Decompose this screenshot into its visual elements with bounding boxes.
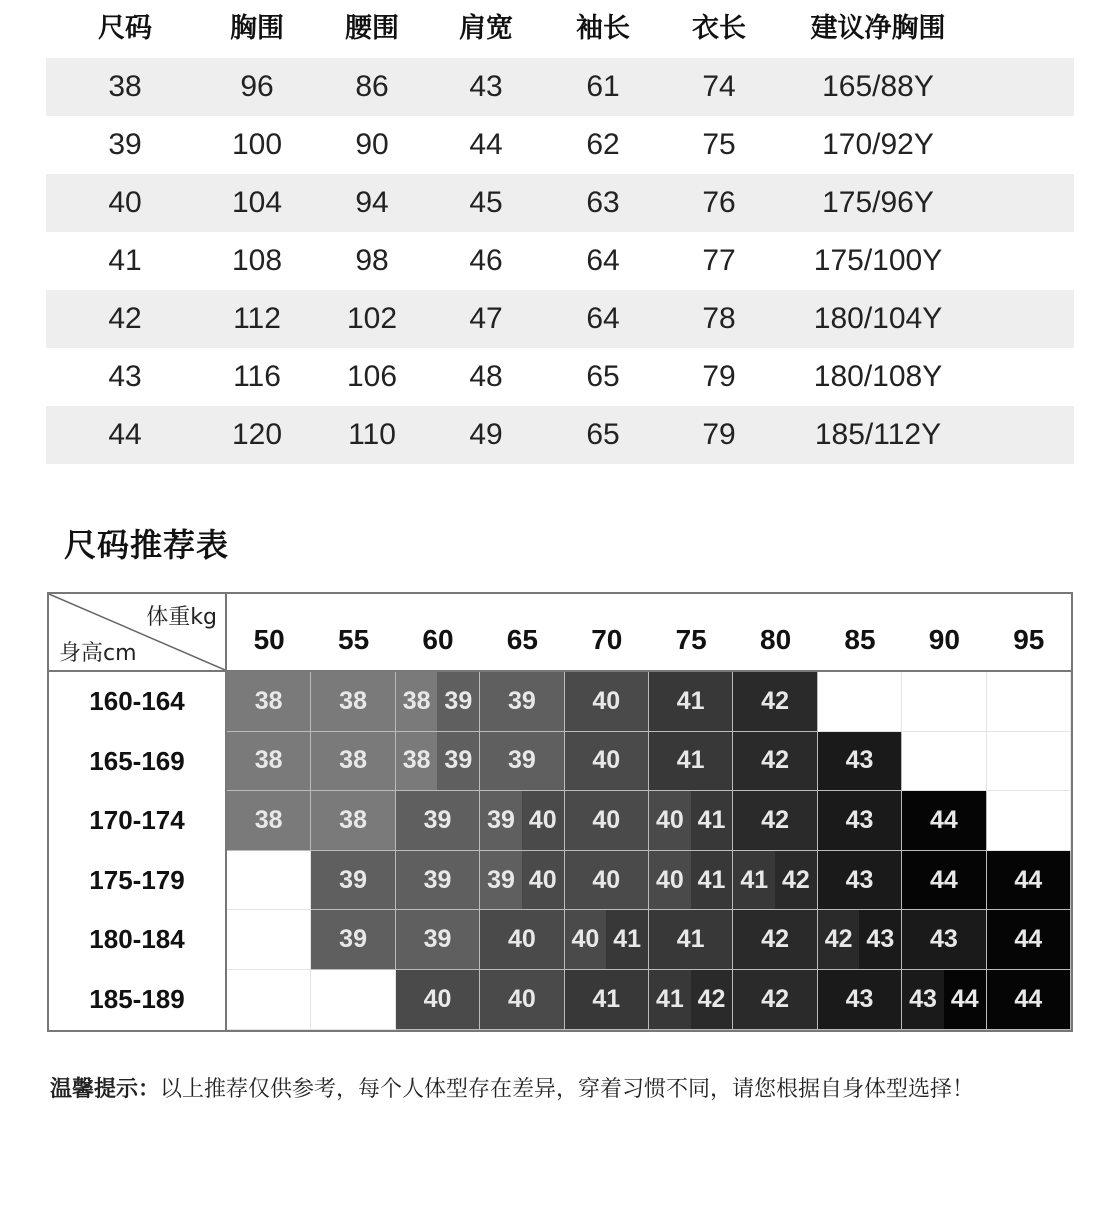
recommended-size: 39 bbox=[423, 805, 452, 834]
recommended-size: 40 bbox=[522, 791, 564, 850]
recommended-size: 44 bbox=[929, 865, 958, 894]
grid-cell bbox=[733, 970, 817, 1030]
grid-cell bbox=[311, 970, 395, 1030]
grid-cell bbox=[649, 791, 733, 851]
grid-cell bbox=[311, 672, 395, 732]
grid-cell bbox=[565, 970, 649, 1030]
table-cell: 78 bbox=[702, 302, 736, 335]
recommended-size: 39 bbox=[437, 732, 479, 791]
height-header: 170-174 bbox=[89, 805, 185, 836]
grid-cell bbox=[311, 910, 395, 970]
recommended-size: 39 bbox=[437, 672, 479, 731]
grid-cell bbox=[818, 851, 902, 911]
recommended-size: 44 bbox=[1014, 984, 1043, 1013]
recommended-size: 40 bbox=[649, 791, 691, 850]
table-cell: 100 bbox=[231, 128, 283, 161]
corner-weight-label: 体重kg bbox=[146, 605, 217, 630]
recommendation-grid bbox=[47, 592, 1073, 1032]
grid-cell bbox=[565, 672, 649, 732]
recommended-size: 39 bbox=[423, 925, 452, 954]
header-length: 衣长 bbox=[692, 13, 746, 44]
grid-cell bbox=[902, 791, 986, 851]
grid-cell bbox=[733, 732, 817, 792]
recommended-size: 40 bbox=[522, 851, 564, 910]
recommended-size: 42 bbox=[761, 686, 789, 715]
grid-cell bbox=[227, 851, 311, 911]
header-size: 尺码 bbox=[98, 13, 152, 44]
table-row bbox=[46, 174, 1074, 232]
table-cell: 120 bbox=[231, 418, 283, 451]
corner-height-label: 身高cm bbox=[59, 641, 137, 666]
table-cell: 48 bbox=[469, 360, 503, 393]
recommended-size: 39 bbox=[339, 865, 367, 894]
grid-cell bbox=[733, 851, 817, 911]
recommended-size: 42 bbox=[761, 805, 789, 834]
grid-cell bbox=[227, 791, 311, 851]
grid-cell bbox=[649, 672, 733, 732]
recommended-size: 39 bbox=[480, 791, 522, 850]
recommended-size: 38 bbox=[254, 746, 283, 775]
size-table bbox=[46, 0, 1074, 464]
grid-cell bbox=[649, 732, 733, 792]
recommended-size: 44 bbox=[1014, 925, 1043, 954]
grid-cell bbox=[987, 851, 1071, 911]
table-cell: 41 bbox=[108, 244, 142, 277]
recommended-size: 40 bbox=[592, 686, 621, 715]
table-cell: 39 bbox=[108, 128, 142, 161]
table-row bbox=[46, 406, 1074, 464]
table-cell: 116 bbox=[233, 360, 281, 393]
reminder-note bbox=[50, 1072, 974, 1103]
table-cell: 40 bbox=[108, 186, 142, 219]
reminder-text: 以上推荐仅供参考，每个人体型存在差异，穿着习惯不同，请您根据自身体型选择！ bbox=[160, 1077, 975, 1102]
table-cell: 76 bbox=[702, 186, 736, 219]
grid-cell bbox=[227, 672, 311, 732]
grid-cell bbox=[227, 970, 311, 1030]
grid-cell bbox=[396, 851, 480, 911]
weight-header: 95 bbox=[1013, 624, 1045, 655]
table-cell: 45 bbox=[469, 186, 503, 219]
table-cell: 102 bbox=[346, 302, 398, 335]
table-row bbox=[46, 232, 1074, 290]
table-cell: 64 bbox=[586, 244, 620, 277]
recommended-size: 44 bbox=[929, 805, 958, 834]
table-cell: 38 bbox=[108, 70, 142, 103]
table-cell: 112 bbox=[233, 302, 281, 335]
recommended-size: 41 bbox=[691, 851, 733, 910]
grid-corner bbox=[49, 594, 225, 670]
grid-cell bbox=[902, 732, 986, 792]
recommended-size: 40 bbox=[592, 746, 621, 775]
table-row bbox=[46, 116, 1074, 174]
recommended-size: 41 bbox=[606, 910, 648, 969]
weight-header: 65 bbox=[506, 624, 538, 655]
grid-cell bbox=[396, 732, 480, 792]
recommended-size: 42 bbox=[818, 910, 860, 969]
height-header: 185-189 bbox=[89, 984, 185, 1014]
grid-cell bbox=[565, 851, 649, 911]
recommended-size: 43 bbox=[929, 925, 958, 954]
grid-cell bbox=[311, 791, 395, 851]
grid-cell bbox=[818, 732, 902, 792]
grid-cell bbox=[902, 970, 986, 1030]
grid-cell bbox=[480, 851, 564, 911]
recommended-size: 38 bbox=[254, 686, 283, 715]
grid-cell bbox=[987, 970, 1071, 1030]
grid-cell bbox=[396, 672, 480, 732]
table-cell: 175/96Y bbox=[822, 186, 934, 219]
reminder-label: 温馨提示： bbox=[50, 1077, 161, 1102]
grid-cell bbox=[565, 910, 649, 970]
grid-cell bbox=[565, 791, 649, 851]
table-cell: 180/104Y bbox=[813, 302, 943, 335]
recommended-size: 40 bbox=[423, 984, 452, 1013]
grid-cell bbox=[311, 851, 395, 911]
table-cell: 185/112Y bbox=[814, 418, 942, 451]
grid-cell bbox=[818, 791, 902, 851]
recommended-size: 39 bbox=[339, 925, 367, 954]
table-cell: 96 bbox=[240, 70, 274, 103]
table-cell: 90 bbox=[355, 128, 389, 161]
recommended-size: 39 bbox=[480, 851, 522, 910]
recommended-size: 40 bbox=[507, 925, 536, 954]
table-cell: 61 bbox=[586, 70, 620, 103]
header-chest: 胸围 bbox=[230, 13, 284, 44]
table-cell: 47 bbox=[469, 302, 503, 335]
recommended-size: 40 bbox=[592, 865, 621, 894]
table-cell: 44 bbox=[108, 418, 142, 451]
recommended-size: 44 bbox=[1014, 865, 1043, 894]
recommended-size: 41 bbox=[592, 984, 621, 1013]
grid-cell bbox=[733, 791, 817, 851]
grid-cell bbox=[649, 970, 733, 1030]
table-cell: 42 bbox=[108, 302, 142, 335]
grid-cell bbox=[480, 732, 564, 792]
recommendation-title: 尺码推荐表 bbox=[64, 526, 230, 564]
recommended-size: 42 bbox=[775, 851, 817, 910]
weight-header: 55 bbox=[338, 624, 370, 655]
table-cell: 94 bbox=[355, 186, 389, 219]
grid-cell bbox=[396, 970, 480, 1030]
table-cell: 46 bbox=[469, 244, 503, 277]
grid-cell bbox=[480, 672, 564, 732]
grid-cell bbox=[480, 970, 564, 1030]
recommended-size: 39 bbox=[507, 746, 536, 775]
grid-cell bbox=[987, 672, 1071, 732]
recommended-size: 44 bbox=[944, 970, 986, 1029]
recommended-size: 41 bbox=[676, 925, 705, 954]
recommended-size: 39 bbox=[507, 686, 536, 715]
header-recommended-chest: 建议净胸围 bbox=[810, 13, 946, 44]
recommended-size: 43 bbox=[859, 910, 901, 969]
weight-header: 50 bbox=[253, 624, 285, 655]
table-cell: 98 bbox=[355, 244, 389, 277]
table-cell: 106 bbox=[346, 360, 398, 393]
recommended-size: 41 bbox=[676, 746, 705, 775]
recommended-size: 38 bbox=[339, 805, 367, 834]
table-cell: 170/92Y bbox=[822, 128, 934, 161]
table-row bbox=[46, 348, 1074, 406]
recommended-size: 41 bbox=[733, 851, 775, 910]
recommended-size: 38 bbox=[339, 686, 367, 715]
recommended-size: 40 bbox=[649, 851, 691, 910]
grid-cell bbox=[902, 851, 986, 911]
recommended-size: 41 bbox=[691, 791, 733, 850]
recommended-size: 40 bbox=[592, 805, 621, 834]
grid-cell bbox=[480, 791, 564, 851]
recommended-size: 38 bbox=[396, 672, 438, 731]
height-header: 180-184 bbox=[89, 924, 185, 955]
header-sleeve: 袖长 bbox=[576, 13, 630, 44]
grid-cell bbox=[480, 910, 564, 970]
table-cell: 108 bbox=[231, 244, 283, 277]
grid-cell bbox=[649, 851, 733, 911]
table-cell: 43 bbox=[108, 360, 142, 393]
recommended-size: 40 bbox=[507, 984, 536, 1013]
table-cell: 75 bbox=[702, 128, 736, 161]
table-cell: 63 bbox=[586, 186, 620, 219]
grid-cell bbox=[818, 672, 902, 732]
table-cell: 77 bbox=[702, 244, 736, 277]
table-cell: 180/108Y bbox=[813, 360, 943, 393]
grid-cell bbox=[649, 910, 733, 970]
grid-cell bbox=[818, 910, 902, 970]
grid-cell bbox=[733, 910, 817, 970]
table-cell: 65 bbox=[586, 418, 620, 451]
weight-header: 60 bbox=[422, 624, 454, 655]
grid-cell bbox=[227, 732, 311, 792]
table-cell: 44 bbox=[469, 128, 503, 161]
table-cell: 165/88Y bbox=[822, 70, 934, 103]
table-row bbox=[46, 58, 1074, 116]
grid-cell bbox=[818, 970, 902, 1030]
recommended-size: 42 bbox=[761, 984, 789, 1013]
table-cell: 49 bbox=[469, 418, 503, 451]
recommended-size: 39 bbox=[423, 865, 452, 894]
table-cell: 104 bbox=[231, 186, 283, 219]
header-shoulder: 肩宽 bbox=[459, 13, 513, 44]
table-cell: 79 bbox=[702, 418, 736, 451]
table-cell: 175/100Y bbox=[813, 244, 943, 277]
weight-header: 70 bbox=[591, 624, 623, 655]
recommended-size: 41 bbox=[676, 686, 705, 715]
recommended-size: 38 bbox=[254, 805, 283, 834]
size-table-body bbox=[46, 58, 1074, 464]
table-cell: 62 bbox=[586, 128, 620, 161]
recommended-size: 42 bbox=[761, 746, 789, 775]
recommended-size: 42 bbox=[691, 970, 733, 1029]
table-row bbox=[46, 290, 1074, 348]
recommended-size: 43 bbox=[845, 984, 874, 1013]
grid-cell bbox=[902, 672, 986, 732]
recommended-size: 43 bbox=[845, 865, 874, 894]
table-cell: 65 bbox=[586, 360, 620, 393]
weight-header: 75 bbox=[675, 624, 707, 655]
recommended-size: 43 bbox=[902, 970, 944, 1029]
height-header: 165-169 bbox=[89, 745, 185, 776]
table-cell: 64 bbox=[586, 302, 620, 335]
recommended-size: 40 bbox=[565, 910, 607, 969]
grid-cell bbox=[396, 791, 480, 851]
recommended-size: 43 bbox=[845, 746, 874, 775]
grid-cell bbox=[396, 910, 480, 970]
grid-cell bbox=[987, 791, 1071, 851]
recommended-size: 38 bbox=[396, 732, 438, 791]
table-cell: 110 bbox=[348, 418, 396, 451]
recommended-size: 43 bbox=[845, 805, 874, 834]
grid-cell bbox=[987, 910, 1071, 970]
grid-cell bbox=[987, 732, 1071, 792]
height-header: 175-179 bbox=[89, 864, 185, 895]
recommended-size: 38 bbox=[339, 746, 367, 775]
header-waist: 腰围 bbox=[345, 13, 399, 44]
weight-header: 85 bbox=[844, 624, 876, 655]
grid-cell bbox=[565, 732, 649, 792]
weight-header: 90 bbox=[928, 624, 960, 655]
table-cell: 86 bbox=[355, 70, 389, 103]
recommended-size: 42 bbox=[761, 925, 789, 954]
height-header: 160-164 bbox=[89, 686, 185, 716]
grid-cell bbox=[311, 732, 395, 792]
recommended-size: 41 bbox=[649, 970, 691, 1029]
size-table-header bbox=[46, 0, 1074, 58]
table-cell: 43 bbox=[469, 70, 503, 103]
grid-cell bbox=[902, 910, 986, 970]
grid-cell bbox=[733, 672, 817, 732]
weight-header: 80 bbox=[760, 624, 792, 655]
table-cell: 79 bbox=[702, 360, 736, 393]
table-cell: 74 bbox=[702, 70, 736, 103]
grid-cell bbox=[227, 910, 311, 970]
